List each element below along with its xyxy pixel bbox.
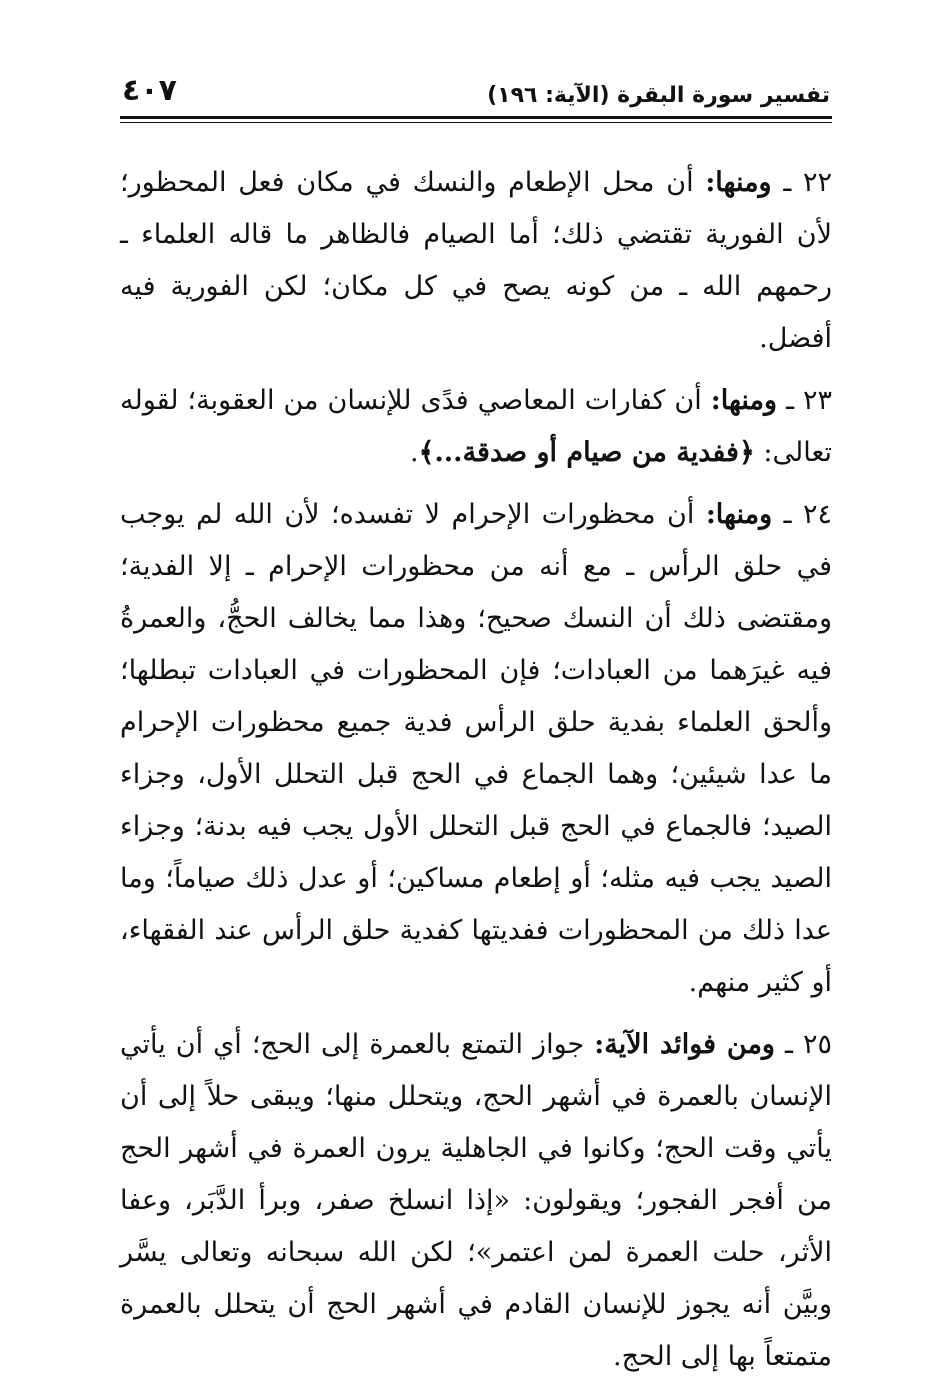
paragraph-23 bbox=[120, 375, 832, 479]
paragraph-lead: ومنها: bbox=[710, 385, 778, 416]
paragraph-tail: . bbox=[409, 437, 419, 468]
paragraph-number: ٢٥ ـ bbox=[785, 1029, 832, 1060]
paragraph-text: أن محل الإطعام والنسك في مكان فعل المحظور؛ لأن الفورية تقتضي ذلك؛ أما الصيام فالظاهر ما قاله العلماء ـ رحمهم الله ـ من كونه يصح في كل مكان؛ لكن الفورية فيه أفضل. bbox=[120, 167, 832, 354]
page-header bbox=[120, 60, 832, 114]
paragraph-text: أن محظورات الإحرام لا تفسده؛ لأن الله لم يوجب في حلق الرأس ـ مع أنه من محظورات الإحرام ـ إلا الفدية؛ ومقتضى ذلك أن النسك صحيح؛ وهذا مما يخالف الحجُّ، والعمرةُ فيه غيرَهما من العبادات؛ فإن المحظورات في العبادات تبطلها؛ وألحق العلماء بفدية حلق الرأس فدية جميع محظورات الإحرام ما عدا شيئين؛ وهما الجماع في الحج قبل التحلل الأول، وجزاء الصيد؛ فالجماع في الحج قبل التحلل الأول يجب فيه بدنة؛ وجزاء الصيد يجب فيه مثله؛ أو إطعام مساكين؛ أو عدل ذلك صياماً؛ وما عدا ذلك من المحظورات ففديتها كفدية حلق الرأس عند الفقهاء، أو كثير منهم. bbox=[120, 499, 832, 998]
paragraph-22 bbox=[120, 157, 832, 365]
running-title: تفسير سورة البقرة (الآية: ١٩٦) bbox=[487, 83, 830, 108]
paragraph-text: أن كفارات المعاصي فدًى للإنسان من العقوبة؛ لقوله تعالى: bbox=[120, 385, 832, 468]
paragraph-lead: ومنها: bbox=[705, 499, 773, 530]
book-page bbox=[120, 60, 832, 1393]
paragraph-24 bbox=[120, 489, 832, 1009]
page-body bbox=[120, 157, 832, 1383]
paragraph-lead: ومن فوائد الآية: bbox=[594, 1029, 775, 1060]
paragraph-number: ٢٤ ـ bbox=[783, 499, 832, 530]
paragraph-25 bbox=[120, 1019, 832, 1383]
header-rule-thick bbox=[120, 116, 832, 119]
header-rule-thin bbox=[120, 122, 832, 123]
paragraph-number: ٢٢ ـ bbox=[783, 167, 832, 198]
paragraph-number: ٢٣ ـ bbox=[786, 385, 833, 416]
page-number: ٤٠٧ bbox=[122, 73, 177, 108]
paragraph-lead: ومنها: bbox=[705, 167, 772, 198]
paragraph-text: جواز التمتع بالعمرة إلى الحج؛ أي أن يأتي الإنسان بالعمرة في أشهر الحج، ويتحلل منها؛ ويبقى حلاً إلى أن يأتي وقت الحج؛ وكانوا في الجاهلية يرون العمرة في أشهر الحج من أفجر الفجور؛ ويقولون: «إذا انسلخ صفر، وبرأ الدَّبَر، وعفا الأثر، حلت العمرة لمن اعتمر»؛ لكن الله سبحانه وتعالى يسَّر وبيَّن أنه يجوز للإنسان القادم في أشهر الحج أن يتحلل بالعمرة متمتعاً بها إلى الحج. bbox=[120, 1029, 832, 1372]
quran-quote: ﴿ففدية من صيام أو صدقة...﴾ bbox=[418, 437, 755, 468]
